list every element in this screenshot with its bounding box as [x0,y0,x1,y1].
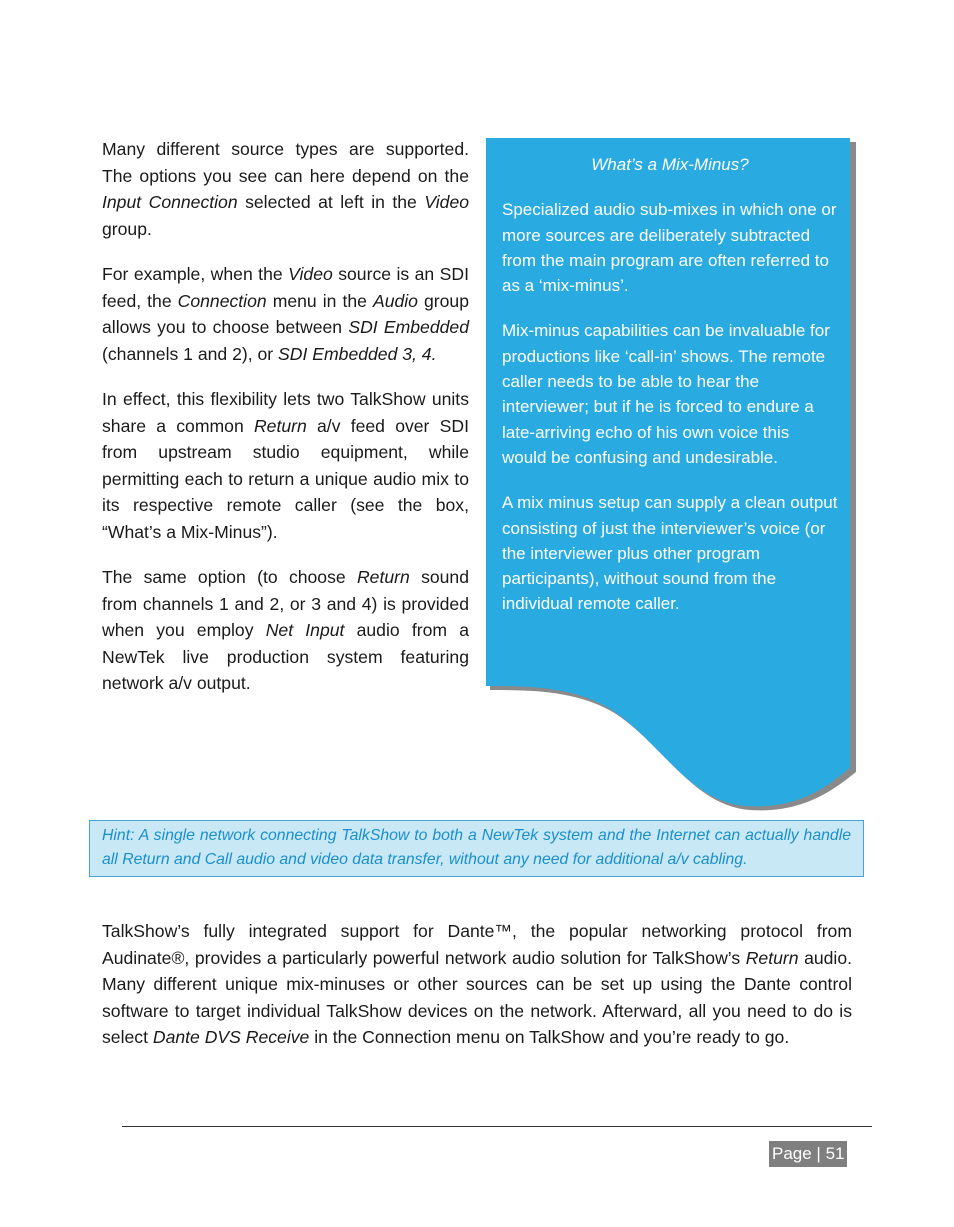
sidebar-paragraph-setup: A mix minus setup can supply a clean output consisting of just the interviewer’s voice (or the interviewer plus other program participants), without sound from the individual remote caller. [502,493,838,614]
sidebar-content [502,152,838,637]
footer-divider [122,1126,872,1127]
left-column [102,136,469,716]
sidebar-paragraph-definition: Specialized audio sub-mixes in which one or more sources are deliberately subtracted from the main program are often referred to as a ‘mix-minus’. [502,200,837,296]
paragraph-example: For example, when the Video source is an SDI feed, the Connection menu in the Audio group allows you to choose between SDI Embedded (channels 1 and 2), or SDI Embedded 3, 4. [102,264,469,364]
paragraph-dante: TalkShow’s fully integrated support for Dante™, the popular networking protocol from Audinate®, provides a particularly powerful network audio solution for TalkShow’s Return audio. Many different unique mix-minuses or other sources can be set up using the Dante control software to target individual TalkShow devices on the network. Afterward, all you need to do is select Dante DVS Receive in the Connection menu on TalkShow and you’re ready to go. [102,921,853,1047]
paragraph-flexibility: In effect, this flexibility lets two TalkShow units share a common Return a/v feed over SDI from upstream studio equipment, while permitting each to return a unique audio mix to its respective remote caller (see the box, “What’s a Mix-Minus”). [102,389,469,542]
hint-text: Hint: A single network connecting TalkShow to both a NewTek system and the Internet can actually handle all Return and Call audio and video data transfer, without any need for additional a/v cabling. [102,827,851,869]
sidebar-title: What’s a Mix-Minus? [591,155,749,174]
hint-box [89,820,864,877]
paragraph-source-types: Many different source types are supported. The options you see can here depend on the Input Connection selected at left in the Video group. [102,139,470,239]
sidebar-paragraph-capabilities: Mix-minus capabilities can be invaluable for productions like ‘call-in’ shows. The remote caller needs to be able to hear the interviewer; but if he is forced to endure a late-arriving echo of his own voice this would be confusing and undesirable. [502,321,830,467]
page-number-badge: Page | 51 [769,1141,847,1167]
mix-minus-sidebar [486,138,852,808]
paragraph-same-option: The same option (to choose Return sound from channels 1 and 2, or 3 and 4) is provided when you employ Net Input audio from a NewTek live production system featuring network a/v output. [102,567,470,693]
